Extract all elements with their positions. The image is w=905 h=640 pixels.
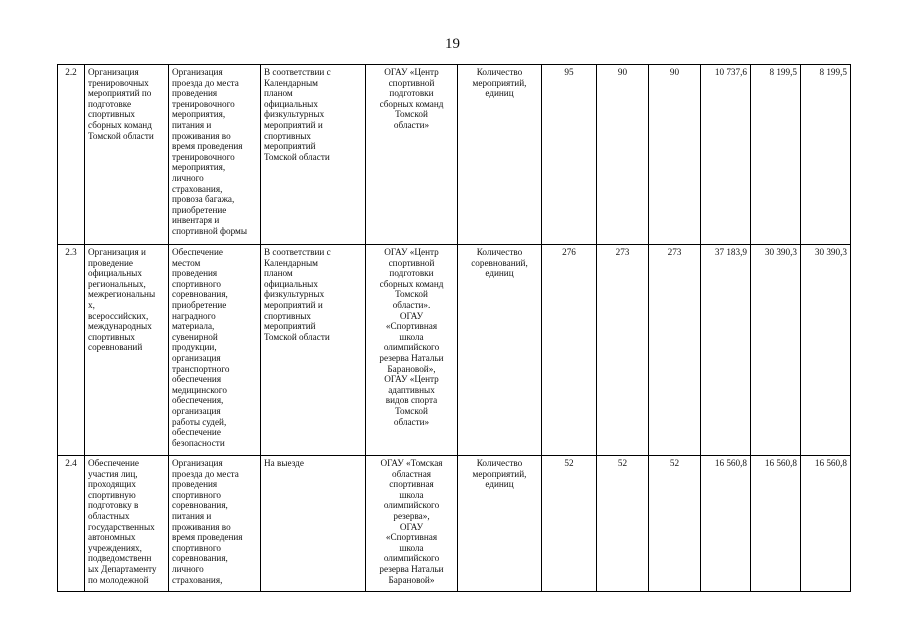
table-row [58,456,851,592]
table-row [58,245,851,456]
funding-value-3: 16 560,8 [801,456,851,592]
activity-indicator: Количество мероприятий, единиц [458,65,542,245]
activity-period: В соответствии с Календарным планом официальных физкультурных мероприятий и спортивных мероприятий Томской области [261,65,366,245]
funding-value-2: 16 560,8 [751,456,801,592]
activity-indicator: Количество мероприятий, единиц [458,456,542,592]
row-number: 2.4 [58,456,85,592]
indicator-value-3: 52 [649,456,701,592]
activity-name: Организация тренировочных мероприятий по подготовке спортивных сборных команд Томской области [85,65,169,245]
activity-period: В соответствии с Календарным планом официальных физкультурных мероприятий и спортивных мероприятий Томской области [261,245,366,456]
page-number: 19 [445,36,460,52]
activity-executor: ОГАУ «Томская областная спортивная школа олимпийского резерва», ОГАУ «Спортивная школа олимпийского резерва Натальи Барановой» [366,456,458,592]
activity-indicator: Количество соревнований, единиц [458,245,542,456]
funding-value-3: 30 390,3 [801,245,851,456]
indicator-value-1: 276 [542,245,597,456]
activity-executor: ОГАУ «Центр спортивной подготовки сборных команд Томской области» [366,65,458,245]
program-activities-table [57,64,851,592]
activity-executor: ОГАУ «Центр спортивной подготовки сборных команд Томской области». ОГАУ «Спортивная школа олимпийского резерва Натальи Барановой», ОГАУ «Центр адаптивных видов спорта Томской области» [366,245,458,456]
row-number: 2.3 [58,245,85,456]
indicator-value-2: 90 [597,65,649,245]
indicator-value-3: 90 [649,65,701,245]
activity-period: На выезде [261,456,366,592]
activity-content: Обеспечение местом проведения спортивного соревнования, приобретение наградного материала, сувенирной продукции, организация транспортного обеспечения медицинского обеспечения, организация работы судей, обеспечение безопасности [169,245,261,456]
indicator-value-3: 273 [649,245,701,456]
activity-content: Организация проезда до места проведения тренировочного мероприятия, питания и проживания во время проведения тренировочного мероприятия, личного страхования, провоза багажа, приобретение инвентаря и спортивной формы [169,65,261,245]
activity-name: Обеспечение участия лиц, проходящих спортивную подготовку в областных государственных автономных учреждениях, подведомственн ых Департаменту по молодежной [85,456,169,592]
funding-value-3: 8 199,5 [801,65,851,245]
funding-value-1: 10 737,6 [701,65,751,245]
indicator-value-1: 52 [542,456,597,592]
funding-value-1: 37 183,9 [701,245,751,456]
funding-value-2: 30 390,3 [751,245,801,456]
funding-value-2: 8 199,5 [751,65,801,245]
indicator-value-2: 273 [597,245,649,456]
activity-name: Организация и проведение официальных региональных, межрегиональны х, всероссийских, международных спортивных соревнований [85,245,169,456]
indicator-value-2: 52 [597,456,649,592]
row-number: 2.2 [58,65,85,245]
indicator-value-1: 95 [542,65,597,245]
activity-content: Организация проезда до места проведения спортивного соревнования, питания и проживания во время проведения спортивного соревнования, личного страхования, [169,456,261,592]
funding-value-1: 16 560,8 [701,456,751,592]
table-row [58,65,851,245]
